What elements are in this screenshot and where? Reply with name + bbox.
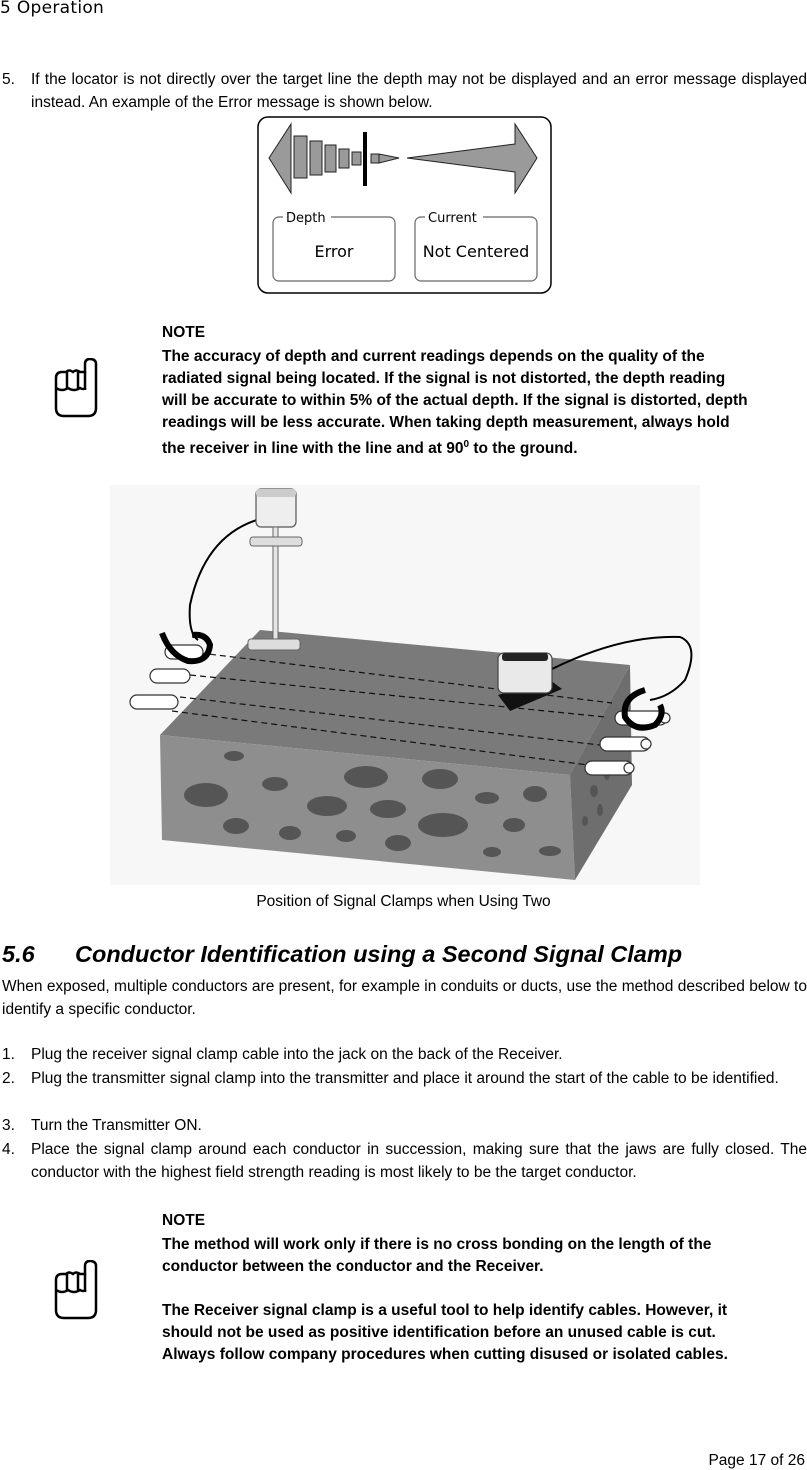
note-body	[162, 1234, 807, 1366]
note-title: NOTE	[162, 324, 206, 341]
list-item-text: Plug the receiver signal clamp cable into the jack on the back of the Receiver.	[31, 1046, 563, 1063]
list-item-text: Turn the Transmitter ON.	[31, 1117, 202, 1134]
depth-label: Depth	[286, 211, 326, 226]
pointing-hand-icon	[52, 358, 102, 420]
note-line: radiated signal being located. If the signal is not distorted, the depth reading	[162, 370, 726, 387]
section-title: Conductor Identification using a Second Signal Clamp	[75, 941, 683, 967]
page-number: Page 17 of 26	[708, 1452, 805, 1469]
pointing-hand-icon	[52, 1260, 102, 1322]
list-item-number: 5.	[2, 71, 15, 88]
list-item-number: 4.	[2, 1141, 15, 1158]
note-body	[162, 346, 807, 460]
list-item-text: Plug the transmitter signal clamp into the transmitter and place it around the start of the cable to be identified.	[31, 1070, 779, 1087]
note-line: should not be used as positive identification before an unused cable is cut.	[162, 1324, 716, 1341]
section-header: 5 Operation	[0, 0, 105, 18]
current-value: Not Centered	[422, 242, 530, 261]
list-item-number: 3.	[2, 1117, 15, 1134]
figure-caption: Position of Signal Clamps when Using Two	[256, 893, 551, 910]
center-line-marker	[363, 132, 367, 186]
note-line: will be accurate to within 5% of the actual depth. If the signal is distorted, depth	[162, 392, 748, 409]
note-line: the receiver in line with the line and at $90^0$ to the ground.	[162, 439, 578, 458]
section-number: 5.6	[2, 941, 35, 967]
depth-value: Error	[314, 242, 354, 261]
note-line: Always follow company procedures when cutting disused or isolated cables.	[162, 1346, 728, 1363]
section-intro: When exposed, multiple conductors are present, for example in conduits or ducts, use the method described below to identify a specific conductor.	[2, 978, 807, 1018]
locator-display-illustration	[257, 116, 553, 296]
note-line: The Receiver signal clamp is a useful tool to help identify cables. However, it	[162, 1302, 728, 1319]
note-line: The accuracy of depth and current readings depends on the quality of the	[162, 348, 705, 365]
list-item-number: 2.	[2, 1070, 15, 1087]
current-label: Current	[428, 211, 477, 226]
list-item-text: Place the signal clamp around each conductor in succession, making sure that the jaws are fully closed. The conductor with the highest field strength reading is most likely to be the target conductor.	[31, 1141, 807, 1181]
signal-clamps-figure	[110, 485, 700, 885]
list-item-number: 1.	[2, 1046, 15, 1063]
note-title: NOTE	[162, 1212, 206, 1229]
note-line: conductor between the conductor and the Receiver.	[162, 1258, 544, 1275]
note-line: The method will work only if there is no cross bonding on the length of the	[162, 1236, 712, 1253]
list-item-text: If the locator is not directly over the target line the depth may not be displayed and an error message displayed instead. An example of the Error message is shown below.	[31, 71, 807, 111]
note-line: readings will be less accurate. When taking depth measurement, always hold	[162, 414, 730, 431]
